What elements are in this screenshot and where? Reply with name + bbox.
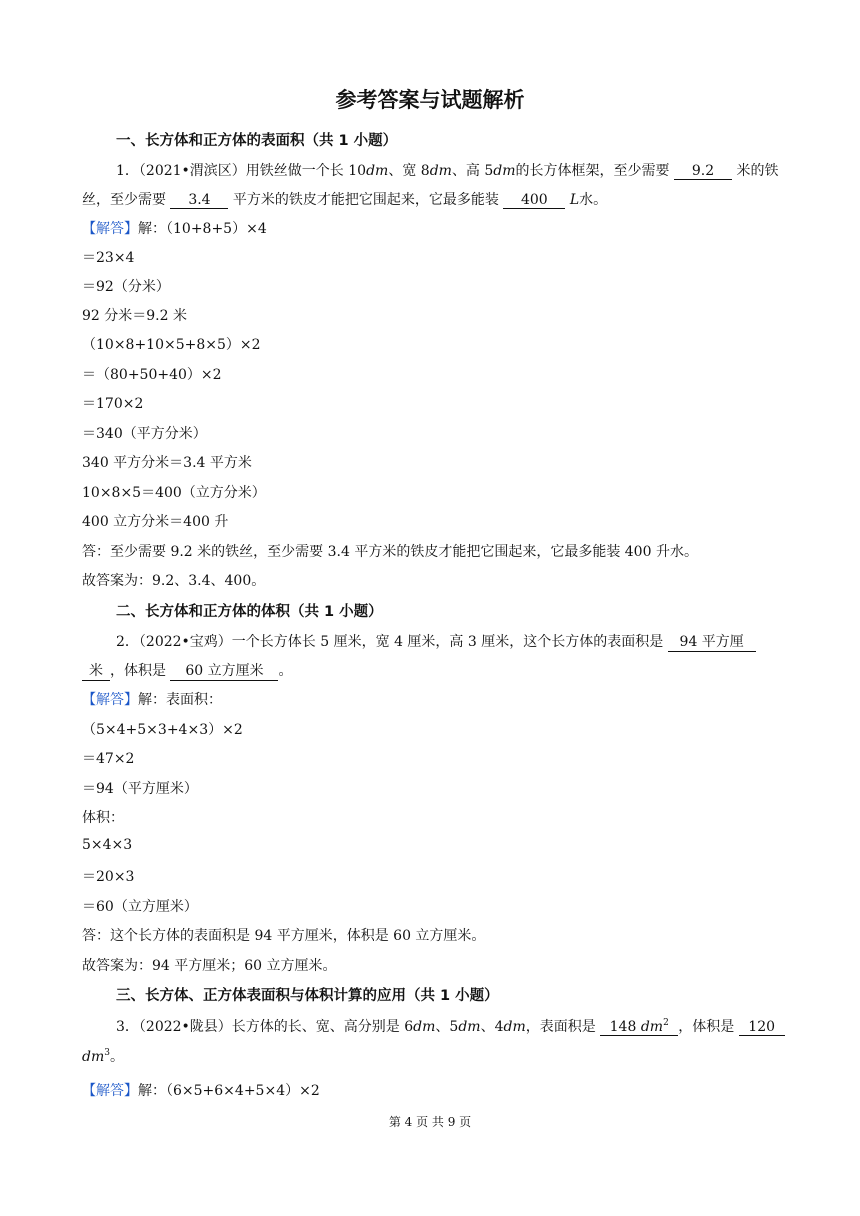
solution-1-step: ＝340（平方分米） — [82, 426, 207, 442]
question-3-line-2: $dm^3$。 — [82, 1048, 124, 1065]
answer-blank-1: 9.2 — [674, 163, 732, 180]
solution-2-step: 体积： — [82, 810, 124, 826]
answer-blank-7: 120 — [739, 1019, 785, 1036]
solution-1-conclusion: 答：至少需要 9.2 米的铁丝，至少需要 3.4 平方米的铁皮才能把它围起来，它最多能装 400 升水。 — [82, 544, 698, 560]
solution-2-step: （5×4+5×3+4×3）×2 — [82, 722, 243, 738]
question-2-line-2: 米 ，体积是 60 立方厘米 。 — [82, 660, 292, 681]
solution-1-step: ＝23×4 — [82, 250, 135, 266]
page-footer: 第 4 页 共 9 页 — [388, 1115, 472, 1129]
question-1-line-1: 1．（2021•渭滨区）用铁丝做一个长 10dm、宽 8dm、高 5dm的长方体框架，至少需要 9.2 米的铁 — [116, 163, 779, 179]
answer-tag: 【解答】 — [82, 221, 138, 237]
solution-2-conclusion: 答：这个长方体的表面积是 94 平方厘米，体积是 60 立方厘米。 — [82, 928, 486, 944]
solution-2-step: ＝94（平方厘米） — [82, 781, 198, 797]
solution-2-step: 5×4×3 — [82, 837, 133, 853]
answer-blank-4: 94 平方厘 — [668, 631, 756, 652]
section-heading-3: 三、长方体、正方体表面积与体积计算的应用（共 1 小题） — [116, 988, 499, 1004]
section-heading-2: 二、长方体和正方体的体积（共 1 小题） — [116, 604, 383, 620]
solution-1-step: 92 分米＝9.2 米 — [82, 308, 187, 324]
solution-1-first: 【解答】解：（10+8+5）×4 — [82, 221, 267, 237]
page-title: 参考答案与试题解析 — [335, 88, 525, 112]
solution-1-step: （10×8+10×5+8×5）×2 — [82, 337, 261, 353]
answer-blank-3: 400 — [503, 192, 565, 209]
solution-3-first: 【解答】解：（6×5+6×4+5×4）×2 — [82, 1083, 320, 1099]
solution-2-final-answer: 故答案为：94 平方厘米；60 立方厘米。 — [82, 958, 337, 974]
answer-blank-2: 3.4 — [170, 192, 228, 209]
solution-1-final-answer: 故答案为：9.2、3.4、400。 — [82, 573, 266, 589]
solution-1-step: 340 平方分米＝3.4 平方米 — [82, 455, 252, 471]
solution-1-step: ＝（80+50+40）×2 — [82, 367, 222, 383]
question-1-line-2: 丝，至少需要 3.4 平方米的铁皮才能把它围起来，它最多能装 400 L水。 — [82, 192, 608, 208]
question-3-line-1: 3．（2022•陇县）长方体的长、宽、高分别是 6dm、5dm、4dm，表面积是 148 $dm^2$ ，体积是 120 — [116, 1016, 785, 1036]
solution-2-first: 【解答】解：表面积： — [82, 692, 222, 708]
section-heading-1: 一、长方体和正方体的表面积（共 1 小题） — [116, 133, 398, 149]
solution-1-step: ＝92（分米） — [82, 279, 170, 295]
solution-1-step: 400 立方分米＝400 升 — [82, 514, 229, 530]
solution-2-step: ＝47×2 — [82, 751, 135, 767]
answer-blank-5: 60 立方厘米 — [170, 660, 278, 681]
answer-tag: 【解答】 — [82, 692, 138, 708]
solution-2-step: ＝60（立方厘米） — [82, 899, 198, 915]
answer-blank-6: 148 $dm^2$ — [600, 1018, 678, 1036]
solution-2-step: ＝20×3 — [82, 869, 135, 885]
solution-1-step: 10×8×5＝400（立方分米） — [82, 485, 266, 501]
answer-tag: 【解答】 — [82, 1083, 138, 1099]
solution-1-step: ＝170×2 — [82, 396, 144, 412]
question-2-line-1: 2．（2022•宝鸡）一个长方体长 5 厘米，宽 4 厘米，高 3 厘米，这个长方体的表面积是 94 平方厘 — [116, 631, 756, 652]
